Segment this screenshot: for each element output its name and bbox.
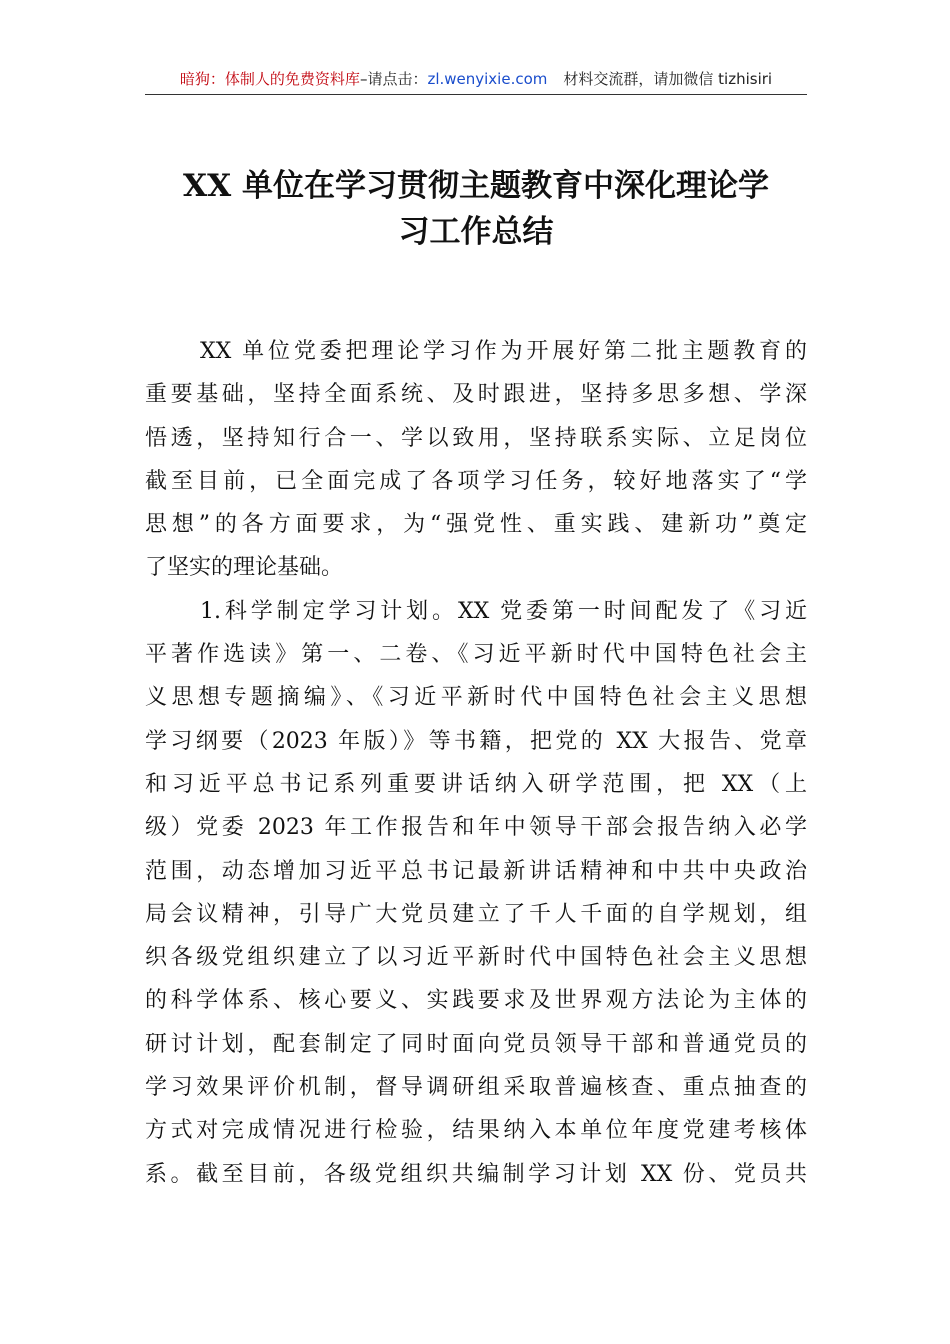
- contact-info: 材料交流群，请加微信 tizhisiri: [563, 70, 773, 88]
- site-name: 暗狗：体制人的免费资料库: [179, 70, 360, 88]
- document-title-line-2: 习工作总结: [398, 214, 554, 250]
- text-line: 织各级党组织建立了以习近平新时代中国特色社会主义思想: [145, 945, 807, 971]
- text-line: 悟透，坚持知行合一、学以致用，坚持联系实际、立足岗位: [145, 425, 807, 451]
- text-line: 范围，动态增加习近平总书记最新讲话精神和中共中央政治: [145, 858, 807, 884]
- text-line: 级）党委 2023 年工作报告和年中领导干部会报告纳入必学: [145, 815, 807, 841]
- text-line: 系。截至目前，各级党组织共编制学习计划 XX 份、党员共: [145, 1161, 807, 1187]
- text-line: 学习纲要（2023 年版）》等书籍，把党的 XX 大报告、党章: [145, 728, 807, 754]
- page-header: [145, 68, 807, 95]
- text-line: 平著作选读》第一、二卷、《习近平新时代中国特色社会主: [145, 642, 807, 668]
- site-url-link[interactable]: zl.wenyixie.com: [427, 70, 548, 88]
- text-line: 思想”的各方面要求，为“强党性、重实践、建新功”奠定: [145, 512, 807, 538]
- text-line: 研讨计划，配套制定了同时面向党员领导干部和普通党员的: [145, 1031, 807, 1057]
- paragraph-section-1: [145, 590, 807, 1196]
- text-line: 义思想专题摘编》、《习近平新时代中国特色社会主义思想: [145, 685, 807, 711]
- text-line: 和习近平总书记系列重要讲话纳入研学范围，把 XX（上: [145, 771, 807, 797]
- text-line: 方式对完成情况进行检验，结果纳入本单位年度党建考核体: [145, 1118, 807, 1144]
- text-line: 学习效果评价机制，督导调研组采取普遍核查、重点抽查的: [145, 1075, 807, 1101]
- text-line: 1.科学制定学习计划。XX 党委第一时间配发了《习近: [200, 598, 807, 624]
- paragraph-intro: [145, 330, 807, 590]
- text-line: 了坚实的理论基础。: [145, 555, 344, 581]
- text-line: 截至目前，已全面完成了各项学习任务，较好地落实了“学: [145, 468, 807, 494]
- text-line: 局会议精神，引导广大党员建立了千人千面的自学规划，组: [145, 901, 807, 927]
- text-line: 的科学体系、核心要义、实践要求及世界观方法论为主体的: [145, 988, 807, 1014]
- document-body: [145, 330, 807, 1196]
- document-title-line-1: XX 单位在学习贯彻主题教育中深化理论学: [183, 168, 769, 204]
- text-line: 重要基础，坚持全面系统、及时跟进，坚持多思多想、学深: [145, 382, 807, 408]
- text-line: XX 单位党委把理论学习作为开展好第二批主题教育的: [200, 339, 807, 364]
- click-prompt: –请点击：: [359, 70, 428, 88]
